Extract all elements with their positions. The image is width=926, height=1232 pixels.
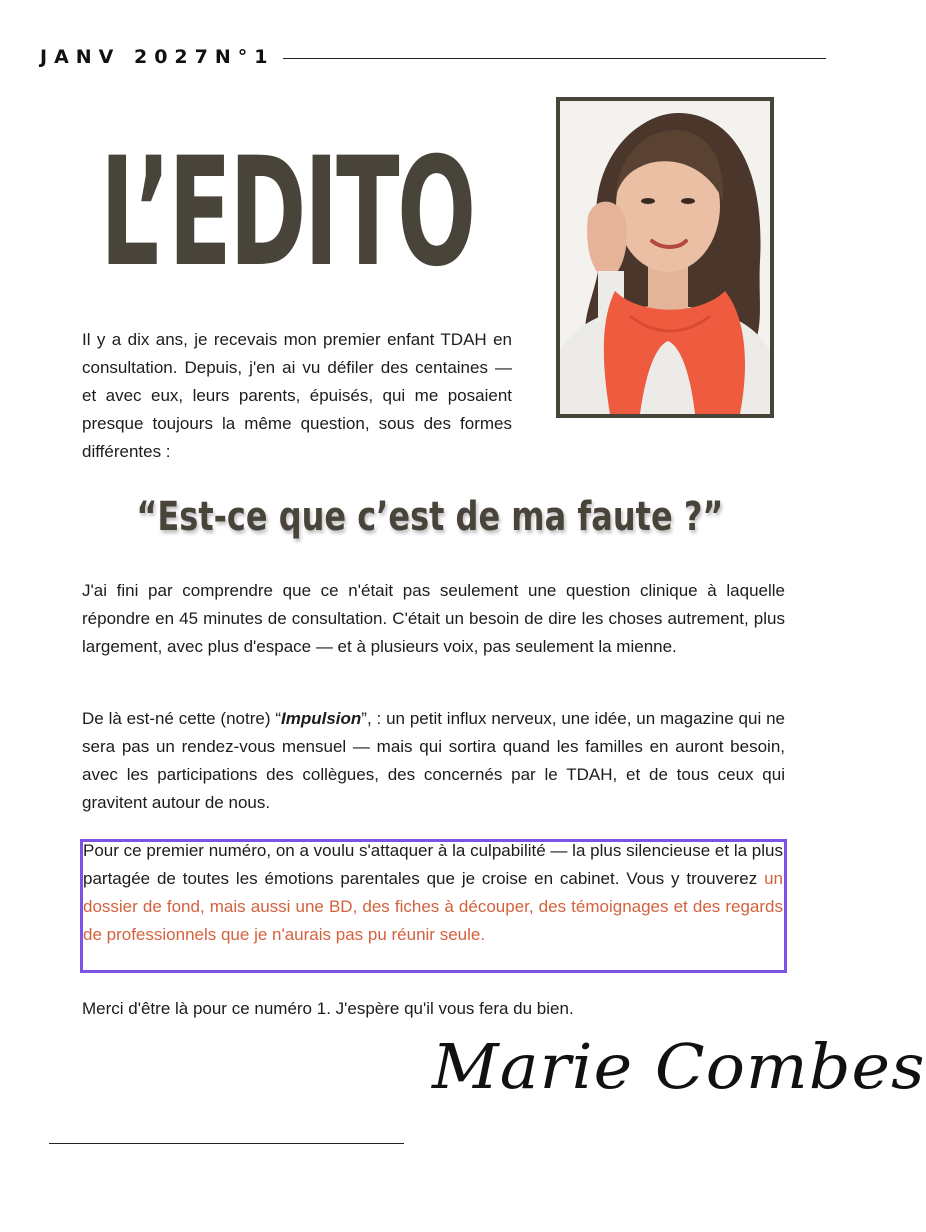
paragraph-4: Merci d'être là pour ce numéro 1. J'espère qu'il vous fera du bien.: [82, 999, 574, 1018]
paragraph-2-start: De là est-né cette (notre) “: [82, 709, 281, 728]
author-photo: [556, 97, 774, 418]
magazine-name: Impulsion: [281, 709, 362, 728]
paragraph-3-text: Pour ce premier numéro, on a voulu s'attaquer à la culpabilité — la plus silencieuse et la plus partagée de toutes les émotions parentales que je croise en cabinet. Vous y trouverez: [83, 841, 783, 888]
paragraph-3: [83, 837, 783, 949]
paragraph-2: [82, 705, 785, 817]
pull-quote-text: “Est-ce que c’est de ma faute ?”: [136, 494, 724, 540]
paragraph-1: J'ai fini par comprendre que ce n'était pas seulement une question clinique à laquelle répondre en 45 minutes de consultation. C'était un besoin de dire les choses autrement, plus largement, avec plus d'espace — et à plusieurs voix, pas seulement la mienne.: [82, 581, 785, 656]
pull-quote: [0, 495, 860, 539]
bottom-divider: [49, 1143, 404, 1144]
issue-label: JANV 2027N°1: [40, 46, 275, 68]
intro-paragraph: Il y a dix ans, je recevais mon premier enfant TDAH en consultation. Depuis, j'en ai vu défiler des centaines — et avec eux, leurs parents, épuisés, qui me posaient presque toujours la même question, sous des formes différentes :: [82, 330, 512, 461]
top-divider: [283, 58, 826, 59]
paragraph-2-end: ”, : un petit influx nerveux, une idée, un magazine qui ne sera pas un rendez-vous mensuel — mais qui sortira quand les familles en auront besoin, avec les participations des collègues, des concernés par le TDAH, et de tous ceux qui gravitent autour de nous.: [82, 709, 785, 812]
page-title: L’EDITO: [100, 126, 474, 300]
portrait-photo-icon: [560, 101, 770, 414]
paragraph-3-accent: un dossier de fond, mais aussi une BD, des fiches à découper, des témoignages et des regards de professionnels que je n'aurais pas pu réunir seule.: [83, 869, 783, 944]
signature: Marie Combes: [432, 1030, 926, 1103]
